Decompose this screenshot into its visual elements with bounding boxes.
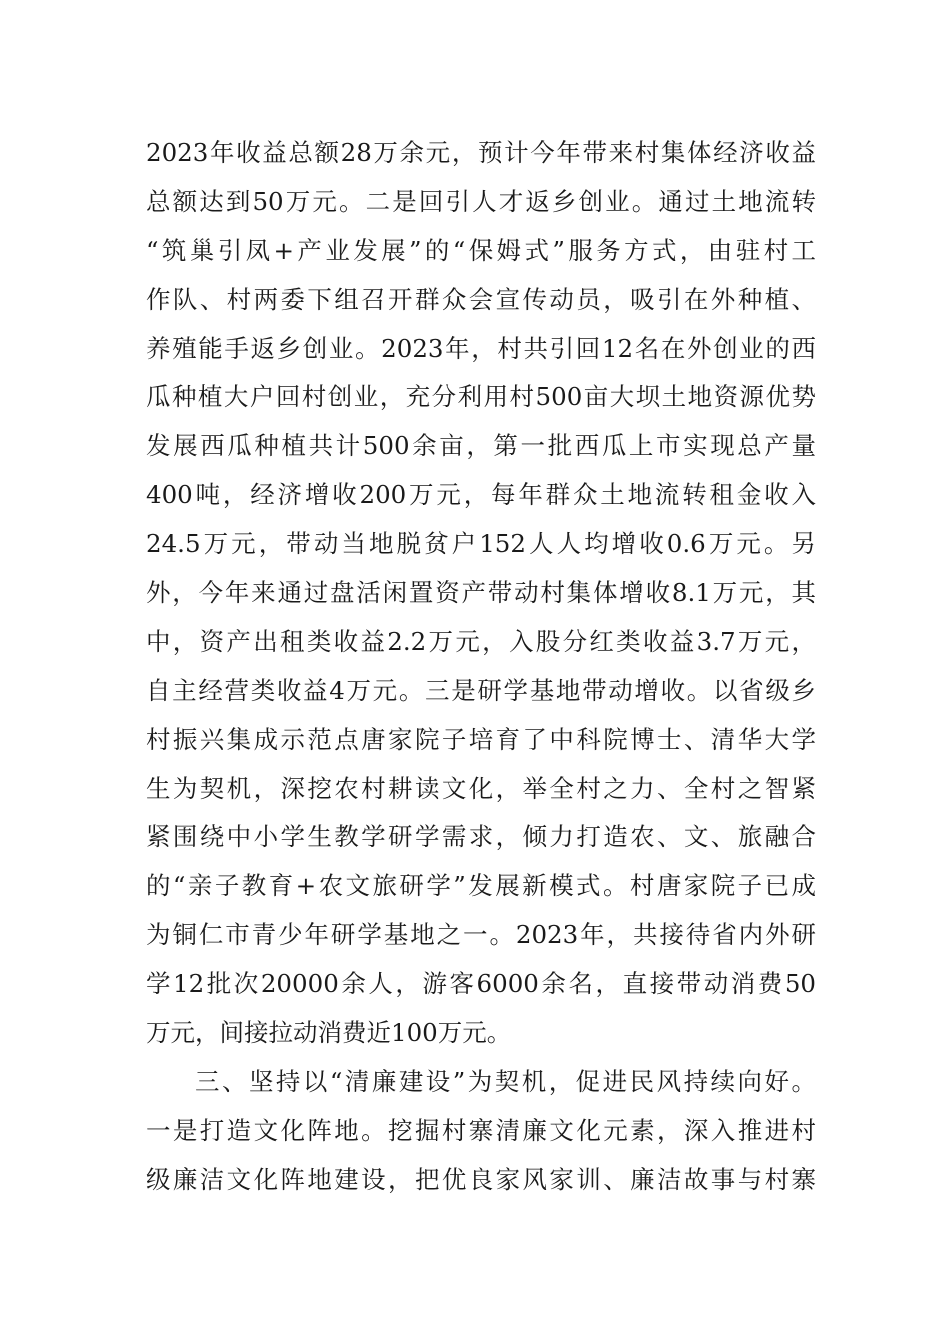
text-line-15: 紧围绕中小学生教学研学需求，倾力打造农、文、旅融合 [146, 822, 816, 852]
text-line-14: 生为契机，深挖农村耕读文化，举全村之力、全村之智紧 [146, 773, 816, 803]
text-line-21: 一是打造文化阵地。挖掘村寨清廉文化元素，深入推进村 [146, 1115, 816, 1145]
text-line-22: 级廉洁文化阵地建设，把优良家风家训、廉洁故事与村寨 [146, 1164, 816, 1194]
text-line-7: 发展西瓜种植共计500余亩，第一批西瓜上市实现总产量 [146, 431, 816, 461]
text-line-17: 为铜仁市青少年研学基地之一。2023年，共接待省内外研 [146, 920, 816, 950]
text-line-2: 总额达到50万元。二是回引人才返乡创业。通过土地流转 [146, 186, 816, 216]
text-line-19: 万元，间接拉动消费近100万元。 [146, 1018, 512, 1048]
text-line-11: 中，资产出租类收益2.2万元，入股分红类收益3.7万元， [146, 626, 816, 656]
text-line-3: “筑巢引凤+产业发展”的“保姆式”服务方式，由驻村工 [146, 235, 816, 265]
body-text [146, 129, 816, 1205]
text-line-13: 村振兴集成示范点唐家院子培育了中科院博士、清华大学 [146, 724, 816, 754]
text-line-1: 2023年收益总额28万余元，预计今年带来村集体经济收益 [146, 138, 816, 167]
text-line-9: 24.5万元，带动当地脱贫户152人人均增收0.6万元。另 [146, 529, 816, 559]
text-line-6: 瓜种植大户回村创业，充分利用村500亩大坝土地资源优势 [146, 382, 816, 412]
text-line-16: 的“亲子教育+农文旅研学”发展新模式。村唐家院子已成 [146, 871, 816, 901]
section-heading-line: 三、坚持以“清廉建设”为契机，促进民风持续向好。 [195, 1066, 816, 1096]
text-line-4: 作队、村两委下组召开群众会宣传动员，吸引在外种植、 [146, 284, 816, 314]
text-line-8: 400吨，经济增收200万元，每年群众土地流转租金收入 [146, 480, 816, 510]
text-line-12: 自主经营类收益4万元。三是研学基地带动增收。以省级乡 [146, 675, 816, 705]
text-line-10: 外，今年来通过盘活闲置资产带动村集体增收8.1万元，其 [146, 578, 816, 608]
text-line-5: 养殖能手返乡创业。2023年，村共引回12名在外创业的西 [146, 333, 816, 363]
text-line-18: 学12批次20000余人，游客6000余名，直接带动消费50 [146, 969, 816, 999]
